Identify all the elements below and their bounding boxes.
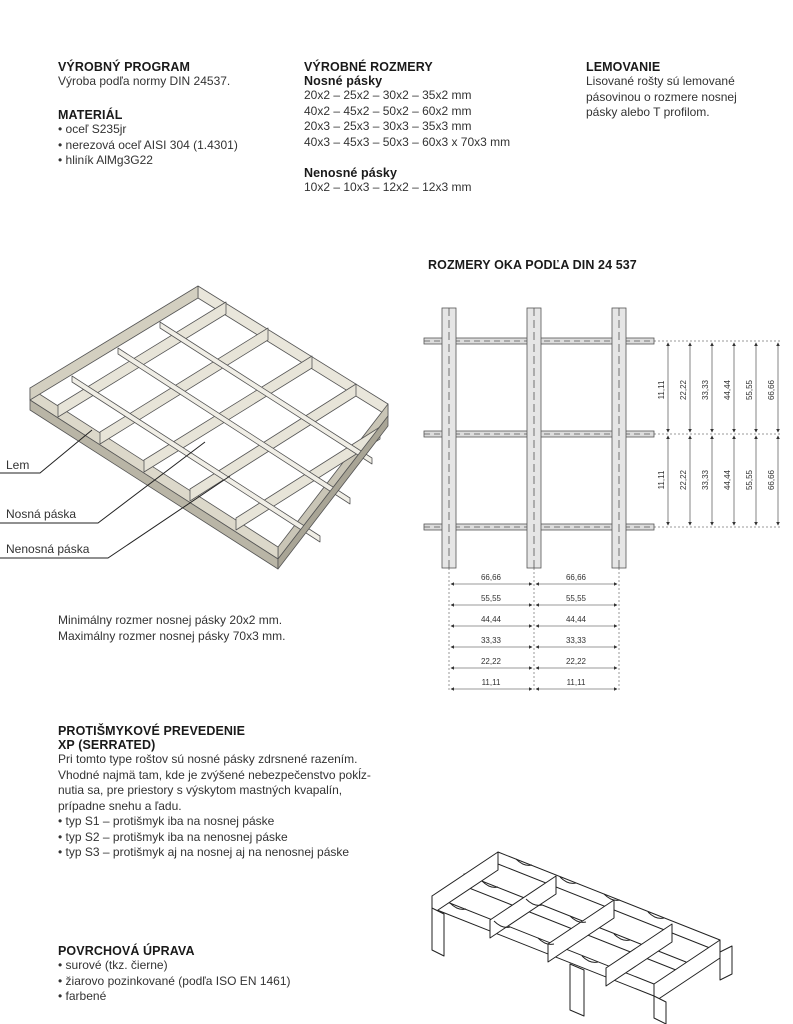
v-dim-label: 66,66 [767, 379, 776, 401]
surface-item: • farbené [58, 989, 291, 1005]
max-line: Maximálny rozmer nosnej pásky 70x3 mm. [58, 628, 286, 643]
min-line: Minimálny rozmer nosnej pásky 20x2 mm. [58, 613, 283, 627]
h-dim-label: 11,11 [481, 678, 501, 687]
v-dim-label: 22,22 [679, 379, 688, 401]
edging-line: pásovinou o rozmere nosnej [586, 89, 737, 104]
minmax-text [58, 613, 285, 644]
surface-item: • surové (tkz. čierne) [58, 958, 291, 974]
label-lem: Lem [6, 458, 30, 472]
serrated-section [58, 724, 371, 861]
program-title: VÝROBNÝ PROGRAM [58, 60, 191, 74]
serrated-type: • typ S3 – protišmyk aj na nosnej aj na nenosnej páske [58, 845, 371, 861]
bearing-line: 40x2 – 45x2 – 50x2 – 60x2 mm [304, 103, 472, 118]
h-dim-label: 22,22 [480, 657, 502, 666]
v-dim-label: 33,33 [701, 469, 710, 491]
material-item: • oceľ S235jr [58, 122, 238, 138]
serrated-grating-illustration [420, 840, 760, 1024]
dimensions-title: VÝROBNÉ ROZMERY [304, 60, 433, 74]
mesh-title: ROZMERY OKA PODĽA DIN 24 537 [428, 258, 637, 272]
edging-title: LEMOVANIE [586, 60, 661, 74]
h-dim-label: 55,55 [565, 594, 587, 603]
serrated-type: • typ S1 – protišmyk iba na nosnej páske [58, 814, 371, 830]
h-dim-label: 22,22 [565, 657, 587, 666]
material-title: MATERIÁL [58, 108, 123, 122]
v-dim-label: 55,55 [745, 379, 754, 401]
bearing-title: Nosné pásky [304, 74, 383, 88]
h-dim-label: 33,33 [565, 636, 587, 645]
v-dim-label: 22,22 [679, 469, 688, 491]
v-dim-label: 11,11 [657, 380, 666, 400]
serrated-text [58, 752, 371, 814]
label-nosna: Nosná páska [6, 507, 77, 521]
material-list [58, 122, 238, 169]
h-dim-label: 33,33 [480, 636, 502, 645]
v-dim-label: 11,11 [657, 470, 666, 490]
edging-section [586, 60, 737, 121]
v-dim-label: 66,66 [767, 469, 776, 491]
h-dim-label: 11,11 [566, 678, 586, 687]
v-dim-label: 33,33 [701, 379, 710, 401]
program-text: Výroba podľa normy DIN 24537. [58, 74, 231, 88]
bearing-line: 20x2 – 25x2 – 30x2 – 35x2 mm [304, 88, 472, 102]
bearing-lines [304, 88, 510, 150]
v-dim-label: 44,44 [723, 469, 732, 491]
serrated-type: • typ S2 – protišmyk iba na nenosnej páske [58, 830, 371, 846]
surface-title: POVRCHOVÁ ÚPRAVA [58, 944, 195, 958]
material-item: • nerezová oceľ AISI 304 (1.4301) [58, 138, 238, 154]
h-dim-label: 44,44 [480, 615, 502, 624]
surface-section [58, 944, 291, 1005]
bearing-line: 20x3 – 25x3 – 30x3 – 35x3 mm [304, 119, 472, 133]
serrated-line: Vhodné najmä tam, kde je zvýšené nebezpečenstvo pokĺz- [58, 767, 371, 782]
h-dim-label: 55,55 [480, 594, 502, 603]
material-section [58, 108, 238, 169]
cross-line: 10x2 – 10x3 – 12x2 – 12x3 mm [304, 180, 472, 194]
serrated-line: nutia sa, pre priestory s výskytom mastných kvapalín, [58, 783, 343, 797]
serrated-line: Pri tomto type roštov sú nosné pásky zdrsnené razením. [58, 752, 358, 766]
v-dim-label: 44,44 [723, 379, 732, 401]
edging-text [586, 74, 737, 121]
label-nenosna: Nenosná páska [6, 542, 90, 556]
cross-title: Nenosné pásky [304, 166, 398, 180]
serrated-types [58, 814, 371, 861]
h-dim-label: 66,66 [565, 573, 587, 582]
serrated-subtitle: XP (SERRATED) [58, 738, 156, 752]
material-item: • hliník AlMg3G22 [58, 153, 238, 169]
grating-illustration [0, 280, 400, 570]
edging-line: pásky alebo T profilom. [586, 105, 710, 119]
dimensions-section [304, 60, 510, 196]
bearing-line: 40x3 – 45x3 – 50x3 – 60x3 x 70x3 mm [304, 134, 511, 149]
surface-list [58, 958, 291, 1005]
edging-line: Lisované rošty sú lemované [586, 74, 735, 88]
cross-lines [304, 180, 510, 196]
surface-item: • žiarovo pozinkované (podľa ISO EN 1461) [58, 974, 291, 990]
mesh-dimension-drawing [410, 300, 790, 700]
serrated-title: PROTIŠMYKOVÉ PREVEDENIE [58, 724, 246, 738]
v-dim-label: 55,55 [745, 469, 754, 491]
program-section [58, 60, 230, 90]
serrated-line: prípadne snehu a ľadu. [58, 798, 182, 813]
h-dim-label: 66,66 [480, 573, 502, 582]
h-dim-label: 44,44 [565, 615, 587, 624]
